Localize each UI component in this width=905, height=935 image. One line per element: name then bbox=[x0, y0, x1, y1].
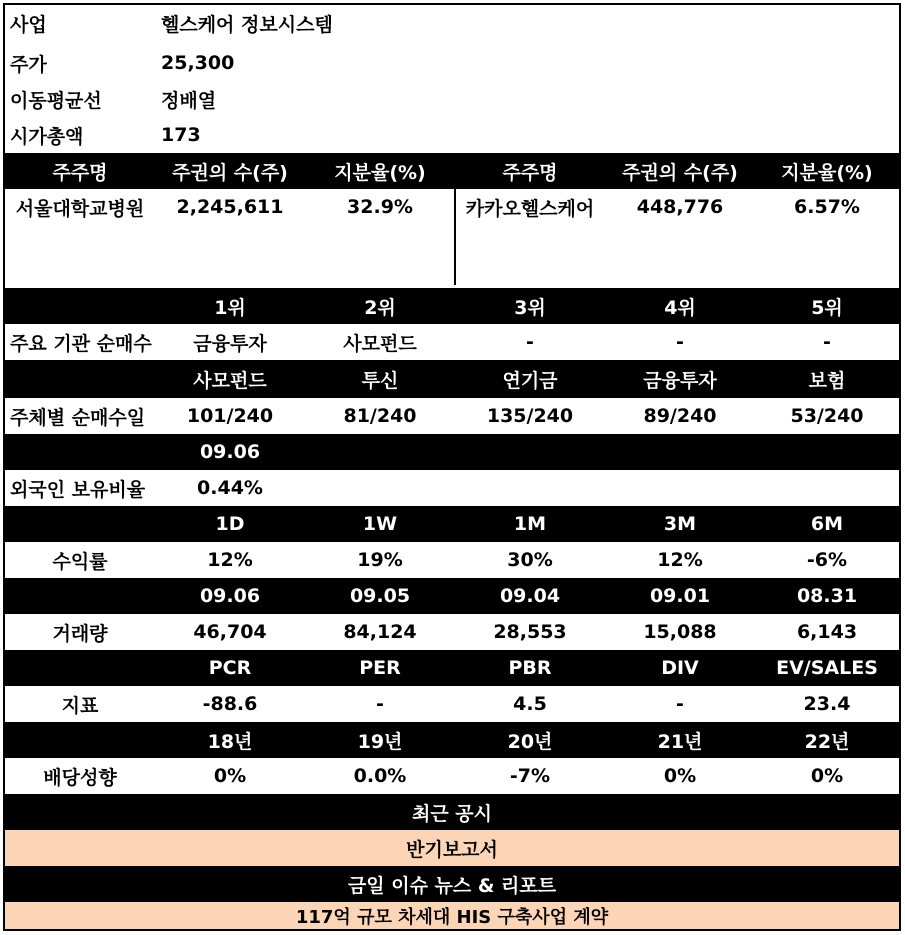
rank-header: 3위 bbox=[514, 296, 546, 319]
disclosure-title: 최근 공시 bbox=[411, 802, 493, 825]
indicator-header: PER bbox=[359, 657, 401, 679]
returns-header: 1M bbox=[513, 513, 547, 535]
volume-value: 46,704 bbox=[193, 621, 267, 643]
institution-value: 사모펀드 bbox=[343, 332, 417, 355]
foreign-date: 09.06 bbox=[199, 441, 261, 463]
second-shareholder-pct: 6.57% bbox=[794, 196, 860, 218]
news-item[interactable]: 117억 규모 차세대 HIS 구축사업 계약 bbox=[295, 906, 609, 928]
indicator-header-row bbox=[5, 650, 899, 686]
price-value: 25,300 bbox=[161, 52, 235, 74]
indicator-header: PBR bbox=[508, 657, 552, 679]
dividend-value: 0.0% bbox=[353, 765, 407, 787]
indicator-header: DIV bbox=[661, 657, 699, 679]
volume-header-row bbox=[5, 578, 899, 614]
second-shareholder-name: 카카오헬스케어 bbox=[465, 197, 595, 220]
returns-value: 30% bbox=[507, 549, 553, 571]
price-label: 주가 bbox=[10, 53, 47, 76]
returns-header-row bbox=[5, 506, 899, 542]
disclosure-header-row bbox=[5, 794, 899, 830]
shareholder-pct-header: 지분율(%) bbox=[334, 161, 426, 184]
indicator-header: PCR bbox=[208, 657, 252, 679]
returns-value: 12% bbox=[657, 549, 703, 571]
rank-header: 4위 bbox=[664, 296, 696, 319]
entity-header-row bbox=[5, 360, 899, 398]
major-shareholder-name: 서울대학교병원 bbox=[15, 197, 145, 220]
major-shareholder-shares: 2,245,611 bbox=[176, 196, 284, 218]
rank-header: 1위 bbox=[214, 296, 246, 319]
volume-date-header: 08.31 bbox=[796, 585, 858, 607]
major-shareholder-pct: 32.9% bbox=[347, 196, 413, 218]
entity-value: 135/240 bbox=[486, 405, 574, 427]
foreign-value: 0.44% bbox=[197, 477, 263, 499]
volume-value: 15,088 bbox=[643, 621, 717, 643]
returns-value: -6% bbox=[806, 549, 848, 571]
indicator-value: - bbox=[676, 693, 684, 715]
foreign-row bbox=[5, 470, 899, 506]
business-label: 사업 bbox=[10, 13, 47, 36]
indicator-value: - bbox=[376, 693, 384, 715]
foreign-date-row bbox=[5, 434, 899, 470]
institution-value: 금융투자 bbox=[193, 332, 267, 355]
dividend-year-header: 21년 bbox=[657, 730, 703, 753]
info-ma-row bbox=[5, 81, 899, 117]
entity-label: 주체별 순매수일 bbox=[10, 406, 146, 429]
volume-value: 28,553 bbox=[493, 621, 567, 643]
disclosure-item[interactable]: 반기보고서 bbox=[406, 838, 498, 861]
dividend-value: 0% bbox=[663, 765, 697, 787]
shareholder-body bbox=[5, 189, 899, 285]
institution-value: - bbox=[526, 331, 534, 353]
volume-date-header: 09.04 bbox=[499, 585, 561, 607]
volume-value: 6,143 bbox=[796, 621, 858, 643]
entity-header: 보험 bbox=[808, 369, 846, 392]
foreign-label: 외국인 보유비율 bbox=[10, 478, 146, 501]
dividend-label: 배당성향 bbox=[43, 766, 117, 789]
ma-label: 이동평균선 bbox=[10, 89, 102, 112]
news-item-row[interactable] bbox=[5, 902, 899, 929]
shareholder-header-row bbox=[5, 153, 899, 189]
returns-label: 수익률 bbox=[52, 550, 108, 573]
shareholder-name-header: 주주명 bbox=[502, 161, 558, 184]
indicator-value: 4.5 bbox=[513, 693, 547, 715]
dividend-year-header: 20년 bbox=[507, 730, 553, 753]
second-shareholder-shares: 448,776 bbox=[636, 196, 724, 218]
news-title: 금일 이슈 뉴스 & 리포트 bbox=[347, 874, 557, 897]
info-cap-row bbox=[5, 117, 899, 153]
entity-value: 53/240 bbox=[790, 405, 864, 427]
ma-value: 정배열 bbox=[161, 89, 217, 112]
returns-header: 1W bbox=[362, 513, 398, 535]
entity-header: 금융투자 bbox=[643, 369, 717, 392]
entity-header: 연기금 bbox=[502, 369, 558, 392]
rank-header: 2위 bbox=[364, 296, 396, 319]
indicator-header: EV/SALES bbox=[776, 657, 878, 679]
shareholder-shares-header: 주권의 수(주) bbox=[622, 161, 738, 184]
returns-value: 19% bbox=[357, 549, 403, 571]
entity-value: 89/240 bbox=[643, 405, 717, 427]
returns-value: 12% bbox=[207, 549, 253, 571]
dividend-year-header: 19년 bbox=[357, 730, 403, 753]
rank-header: 5위 bbox=[811, 296, 843, 319]
returns-header: 3M bbox=[663, 513, 697, 535]
entity-value: 81/240 bbox=[343, 405, 417, 427]
institution-rank-header-row bbox=[5, 288, 899, 324]
info-price-row bbox=[5, 45, 899, 81]
dividend-value: 0% bbox=[213, 765, 247, 787]
cap-label: 시가총액 bbox=[10, 125, 84, 148]
indicator-value: -88.6 bbox=[202, 693, 258, 715]
volume-label: 거래량 bbox=[52, 622, 108, 645]
institution-label: 주요 기관 순매수 bbox=[10, 332, 152, 355]
info-business-row bbox=[5, 5, 899, 41]
indicator-value: 23.4 bbox=[803, 693, 851, 715]
stock-info-sheet bbox=[3, 3, 901, 931]
shareholder-shares-header: 주권의 수(주) bbox=[172, 161, 288, 184]
dividend-year-header: 22년 bbox=[804, 730, 850, 753]
volume-row bbox=[5, 614, 899, 650]
indicator-row bbox=[5, 686, 899, 722]
disclosure-item-row[interactable] bbox=[5, 830, 899, 866]
shareholder-name-header: 주주명 bbox=[52, 161, 108, 184]
returns-row bbox=[5, 542, 899, 578]
dividend-row bbox=[5, 758, 899, 794]
entity-row bbox=[5, 398, 899, 434]
entity-value: 101/240 bbox=[186, 405, 274, 427]
news-header-row bbox=[5, 866, 899, 902]
indicator-label: 지표 bbox=[61, 694, 99, 717]
volume-date-header: 09.01 bbox=[649, 585, 711, 607]
institution-row bbox=[5, 324, 899, 360]
cap-value: 173 bbox=[161, 124, 201, 146]
dividend-value: -7% bbox=[509, 765, 551, 787]
shareholder-pct-header: 지분율(%) bbox=[781, 161, 873, 184]
returns-header: 1D bbox=[215, 513, 245, 535]
entity-header: 사모펀드 bbox=[193, 369, 267, 392]
institution-value: - bbox=[676, 331, 684, 353]
dividend-value: 0% bbox=[810, 765, 844, 787]
entity-header: 투신 bbox=[361, 369, 399, 392]
institution-value: - bbox=[823, 331, 831, 353]
volume-date-header: 09.06 bbox=[199, 585, 261, 607]
shareholder-values-row bbox=[5, 189, 899, 225]
returns-header: 6M bbox=[810, 513, 844, 535]
volume-value: 84,124 bbox=[343, 621, 417, 643]
dividend-year-header: 18년 bbox=[207, 730, 253, 753]
dividend-header-row bbox=[5, 722, 899, 758]
shareholder-divider bbox=[454, 189, 456, 285]
business-value: 헬스케어 정보시스템 bbox=[161, 13, 333, 36]
volume-date-header: 09.05 bbox=[349, 585, 411, 607]
